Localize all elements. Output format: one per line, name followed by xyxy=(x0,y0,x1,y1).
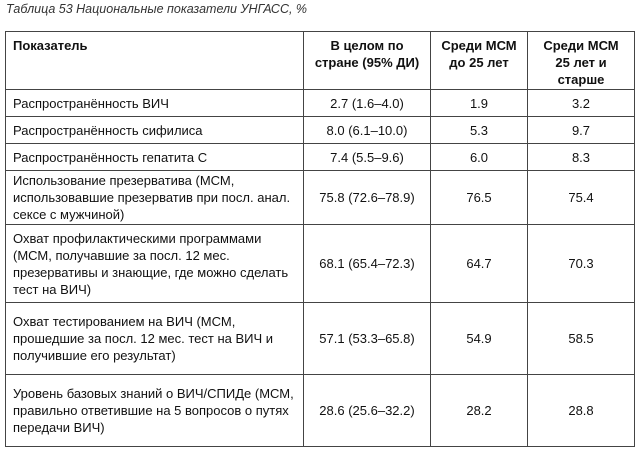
overall-cell: 75.8 (72.6–78.9) xyxy=(304,171,431,225)
header-indicator: Показатель xyxy=(6,32,304,90)
overall-cell: 28.6 (25.6–32.2) xyxy=(304,375,431,447)
under-25-cell: 64.7 xyxy=(431,225,528,303)
header-row xyxy=(6,32,635,90)
overall-cell: 57.1 (53.3–65.8) xyxy=(304,303,431,375)
header-over-25: Среди МСМ 25 лет и старше xyxy=(528,32,635,90)
indicator-cell: Использование презерватива (МСМ, использовавшие презерватив при посл. анал. сексе с мужчиной) xyxy=(6,171,304,225)
over-25-cell: 28.8 xyxy=(528,375,635,447)
over-25-cell: 75.4 xyxy=(528,171,635,225)
table-row xyxy=(6,375,635,447)
under-25-cell: 6.0 xyxy=(431,144,528,171)
indicator-cell: Распространённость ВИЧ xyxy=(6,90,304,117)
table-row xyxy=(6,90,635,117)
over-25-cell: 3.2 xyxy=(528,90,635,117)
table-row xyxy=(6,303,635,375)
over-25-cell: 9.7 xyxy=(528,117,635,144)
overall-cell: 68.1 (65.4–72.3) xyxy=(304,225,431,303)
indicator-cell: Распространённость гепатита С xyxy=(6,144,304,171)
table-caption: Таблица 53 Национальные показатели УНГАСС, % xyxy=(6,2,308,16)
table-row xyxy=(6,171,635,225)
under-25-cell: 76.5 xyxy=(431,171,528,225)
table-row xyxy=(6,117,635,144)
overall-cell: 7.4 (5.5–9.6) xyxy=(304,144,431,171)
indicator-cell: Охват профилактическими программами (МСМ, получавшие за посл. 12 мес. презервативы и знающие, где можно сделать тест на ВИЧ) xyxy=(6,225,304,303)
table-row xyxy=(6,144,635,171)
header-overall: В целом по стране (95% ДИ) xyxy=(304,32,431,90)
overall-cell: 2.7 (1.6–4.0) xyxy=(304,90,431,117)
over-25-cell: 8.3 xyxy=(528,144,635,171)
indicator-cell: Охват тестированием на ВИЧ (МСМ, прошедшие за посл. 12 мес. тест на ВИЧ и получившие его результат) xyxy=(6,303,304,375)
over-25-cell: 58.5 xyxy=(528,303,635,375)
over-25-cell: 70.3 xyxy=(528,225,635,303)
indicator-cell: Распространённость сифилиса xyxy=(6,117,304,144)
under-25-cell: 5.3 xyxy=(431,117,528,144)
header-under-25: Среди МСМ до 25 лет xyxy=(431,32,528,90)
indicator-cell: Уровень базовых знаний о ВИЧ/СПИДе (МСМ, правильно ответившие на 5 вопросов о путях передачи ВИЧ) xyxy=(6,375,304,447)
unaids-indicators-table xyxy=(5,31,635,447)
overall-cell: 8.0 (6.1–10.0) xyxy=(304,117,431,144)
under-25-cell: 28.2 xyxy=(431,375,528,447)
under-25-cell: 1.9 xyxy=(431,90,528,117)
table-row xyxy=(6,225,635,303)
under-25-cell: 54.9 xyxy=(431,303,528,375)
